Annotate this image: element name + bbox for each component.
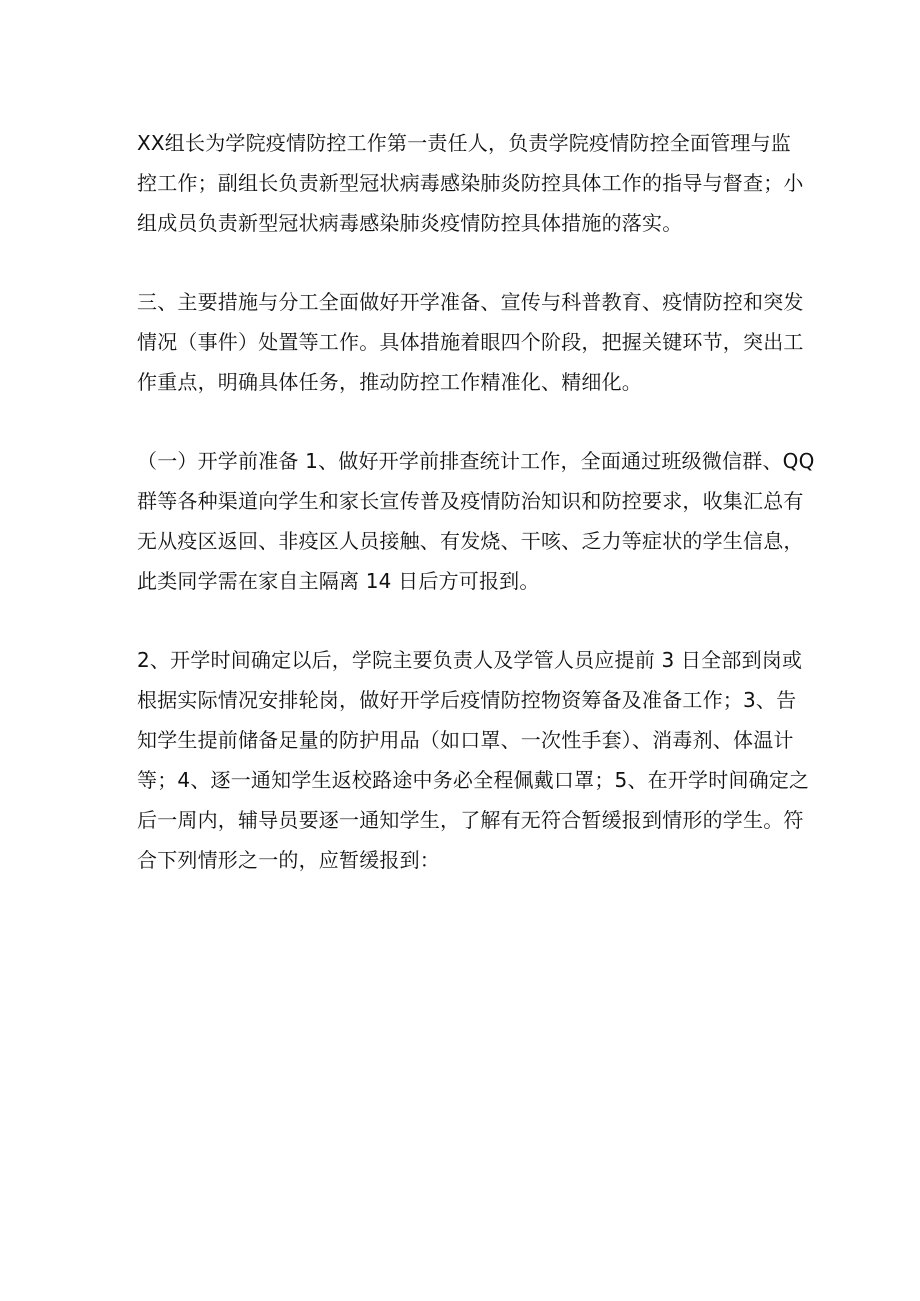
text-line: 作重点，明确具体任务，推动防控工作精准化、精细化。 bbox=[137, 370, 642, 394]
text-line: （一）开学前准备 1、做好开学前排查统计工作，全面通过班级微信群、QQ bbox=[137, 449, 815, 473]
text-line: 无从疫区返回、非疫区人员接触、有发烧、干咳、乏力等症状的学生信息， bbox=[137, 529, 804, 553]
text-line: 三、主要措施与分工全面做好开学准备、宣传与科普教育、疫情防控和突发 bbox=[137, 290, 804, 314]
text-line: 控工作；副组长负责新型冠状病毒感染肺炎防控具体工作的指导与督查；小 bbox=[137, 171, 804, 195]
text-line: 组成员负责新型冠状病毒感染肺炎疫情防控具体措施的落实。 bbox=[137, 211, 683, 235]
text-line: 合下列情形之一的，应暂缓报到： bbox=[137, 848, 440, 872]
text-line: 情况（事件）处置等工作。具体措施着眼四个阶段，把握关键环节，突出工 bbox=[137, 330, 804, 354]
text-line: 2、开学时间确定以后，学院主要负责人及学管人员应提前 3 日全部到岗或 bbox=[137, 648, 803, 672]
paragraph-pre-semester-preparation bbox=[137, 441, 815, 601]
text-line: 知学生提前储备足量的防护用品（如口罩、一次性手套）、消毒剂、体温计 bbox=[137, 728, 794, 752]
paragraph-spacer bbox=[137, 243, 787, 282]
paragraph-return-arrangements bbox=[137, 640, 810, 880]
text-line: 后一周内，辅导员要逐一通知学生，了解有无符合暂缓报到情形的学生。符 bbox=[137, 808, 804, 832]
text-line: 此类同学需在家自主隔离 14 日后方可报到。 bbox=[137, 569, 540, 593]
text-line: 根据实际情况安排轮岗，做好开学后疫情防控物资筹备及准备工作；3、告 bbox=[137, 688, 797, 712]
paragraph-spacer bbox=[137, 402, 787, 441]
paragraph-leadership-duties bbox=[137, 123, 804, 243]
document-body bbox=[137, 123, 815, 880]
text-line: 等；4、逐一通知学生返校路途中务必全程佩戴口罩；5、在开学时间确定之 bbox=[137, 768, 810, 792]
paragraph-spacer bbox=[137, 601, 787, 640]
text-line: 群等各种渠道向学生和家长宣传普及疫情防治知识和防控要求，收集汇总有 bbox=[137, 489, 804, 513]
text-line: XX组长为学院疫情防控工作第一责任人，负责学院疫情防控全面管理与监 bbox=[137, 131, 792, 155]
paragraph-main-measures bbox=[137, 282, 804, 402]
